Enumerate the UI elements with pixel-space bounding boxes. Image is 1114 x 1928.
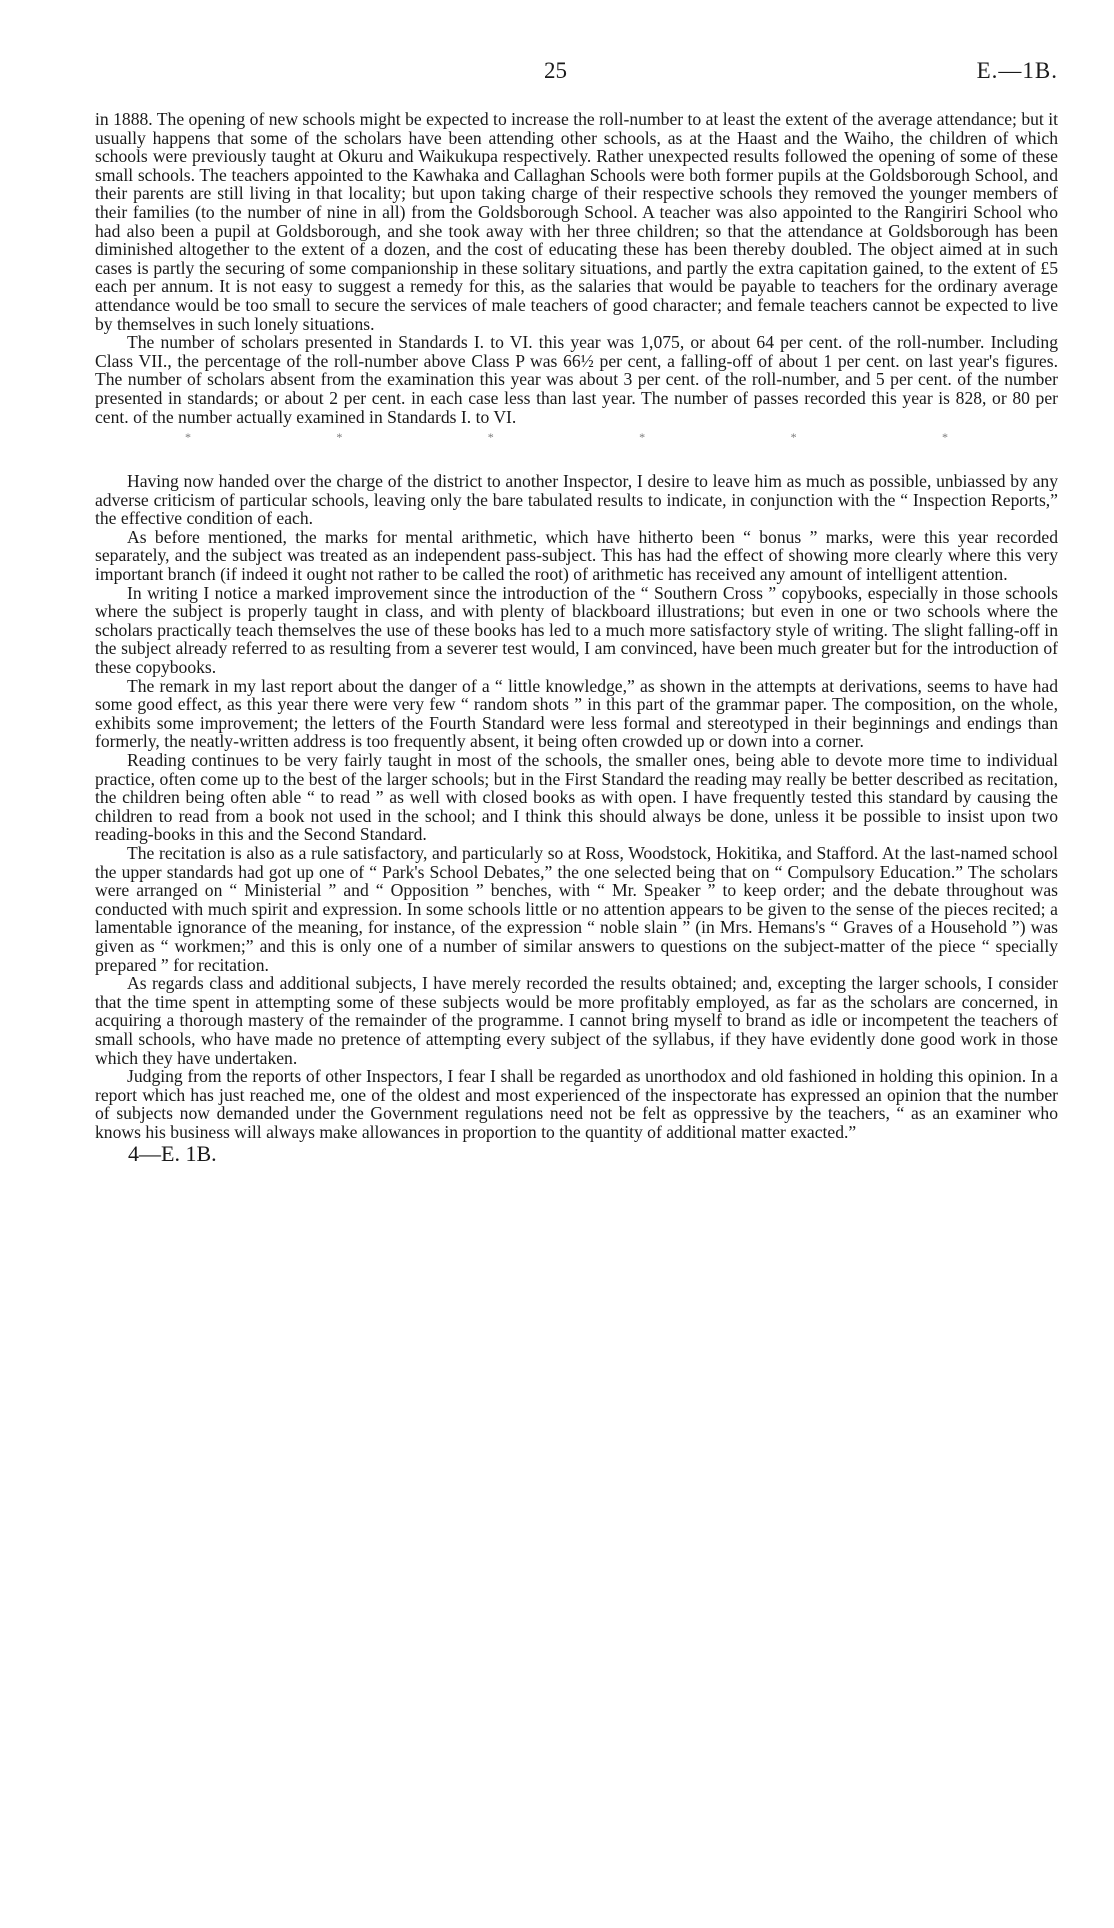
paragraph: As before mentioned, the marks for mental arithmetic, which have hitherto been “ bonus ” marks, were this year recorded separately, and the subject was treated as an independent pass-subject. This has had the effect of showing more clearly where this very important branch (if indeed it ought not rather to be called the root) of arithmetic has received any amount of intelligent attention. xyxy=(95,526,1058,585)
series-code: E.—1B. xyxy=(976,58,1058,83)
separator-star: * xyxy=(336,430,343,445)
separator-star: * xyxy=(487,430,494,445)
paragraph: As regards class and additional subjects, I have merely recorded the results obtained; and, excepting the larger schools, I consider that the time spent in attempting some of these subjects would be more profitably employed, as far as the scholars are concerned, in acquiring a thorough mastery of the remainder of the programme. I cannot bring myself to brand as idle or incompetent the teachers of small schools, who have made no pretence of attempting every subject of the syllabus, if they have evidently done good work in those which they have undertaken. xyxy=(95,973,1058,1068)
separator-star: * xyxy=(941,430,948,445)
paragraph: In writing I notice a marked improvement since the introduction of the “ Southern Cross ” copybooks, especially in those schools where the subject is properly taught in class, and with plenty of blackboard illustrations; but even in one or two schools where the scholars practically teach themselves the use of these books has led to a much more satisfactory style of writing. The slight falling-off in the subject already referred to as resulting from a severer test would, I am convinced, have been much greater but for the introduction of these copybooks. xyxy=(95,582,1058,678)
page-number: 25 xyxy=(544,58,567,83)
paragraph: The number of scholars presented in Standards I. to VI. this year was 1,075, or about 64 per cent. of the roll-number. Including Class VII., the percentage of the roll-number above Class P was 66½ per cent, a falling-off of about 1 per cent. on last year's figures. The number of scholars absent from the examination this year was about 3 per cent. of the roll-number, and 5 per cent. of the number presented in standards; or about 2 per cent. in each case less than last year. The number of passes recorded this year is 828, or 80 per cent. of the number actually examined in Standards I. to VI. xyxy=(95,332,1058,427)
page-footer-signature: 4—E. 1B. xyxy=(128,1141,217,1167)
paragraph: Reading continues to be very fairly taught in most of the schools, the smaller ones, being able to devote more time to individual practice, often come up to the best of the larger schools; but in the First Standard the reading may really be better described as recitation, the children being often able “ to read ” as well with closed books as with open. I have frequently tested this standard by causing the children to read from a book not used in the school; and I think this should always be done, unless it be possible to insist upon two reading-books in this and the Second Standard. xyxy=(95,750,1058,845)
document-body xyxy=(95,109,1058,1167)
separator-star: * xyxy=(639,430,646,445)
page-header xyxy=(0,58,1114,88)
separator-star: * xyxy=(185,430,191,445)
separator-star: * xyxy=(790,430,797,445)
section-separator xyxy=(95,426,1058,472)
paragraph: The remark in my last report about the danger of a “ little knowledge,” as shown in the attempts at derivations, seems to have had some good effect, as this year there were very few “ random shots ” in this part of the grammar paper. The composition, on the whole, exhibits some improvement; the letters of the Fourth Standard were less formal and stereotyped in their beginnings and endings than formerly, the neatly-written address is too frequently absent, it being often crowded up or down into a corner. xyxy=(95,675,1058,752)
paragraph: The recitation is also as a rule satisfactory, and particularly so at Ross, Woodstock, Hokitika, and Stafford. At the last-named school the upper standards had got up one of “ Park's School Debates,” the one selected being that on “ Compulsory Education.” The scholars were arranged on “ Ministerial ” and “ Opposition ” benches, with “ Mr. Speaker ” to keep order; and the debate throughout was conducted with much spirit and expression. In some schools little or no attention appears to be given to the sense of the pieces recited; a lamentable ignorance of the meaning, for instance, of the expression “ noble slain ” (in Mrs. Hemans's “ Graves of a Household ”) was given as “ workmen;” and this is only one of a number of similar answers to questions on the subject-matter of the piece “ specially prepared ” for recitation. xyxy=(95,842,1058,975)
paragraph: in 1888. The opening of new schools might be expected to increase the roll-number to at least the extent of the average attendance; but it usually happens that some of the scholars have been attending other schools, as at the Haast and the Waiho, the children of which schools were previously taught at Okuru and Waikukupa respectively. Rather unexpected results followed the opening of some of these small schools. The teachers appointed to the Kawhaka and Callaghan Schools were both former pupils at the Goldsborough School, and their parents are still living in that locality; but upon taking charge of their respective schools they removed the younger members of their families (to the number of nine in all) from the Goldsborough School. A teacher was also appointed to the Rangiriri School who had also been a pupil at Goldsborough, and she took away with her three children; so that the attendance at Goldsborough has been diminished altogether to the extent of a dozen, and the cost of educating these has been thereby doubled. The object aimed at in such cases is partly the securing of some companionship in these solitary situations, and partly the extra capitation gained, to the extent of £5 each per annum. It is not easy to suggest a remedy for this, as the salaries that would be payable to teachers for the ordinary average attendance would be too small to secure the services of male teachers of good character; and female teachers cannot be expected to live by themselves in such lonely situations. xyxy=(95,109,1058,334)
paragraph: Having now handed over the charge of the district to another Inspector, I desire to leave him as much as possible, unbiassed by any adverse criticism of particular schools, leaving only the bare tabulated results to indicate, in conjunction with the “ Inspection Reports,” the effective condition of each. xyxy=(95,471,1058,529)
paragraph: Judging from the reports of other Inspectors, I fear I shall be regarded as unorthodox and old fashioned in holding this opinion. In a report which has just reached me, one of the oldest and most experienced of the inspectorate has expressed an opinion that the number of subjects now demanded under the Government regulations need not be felt as oppressive by the teachers, “ as an examiner who knows his business will always make allowances in proportion to the quantity of additional matter exacted.” xyxy=(95,1066,1058,1142)
